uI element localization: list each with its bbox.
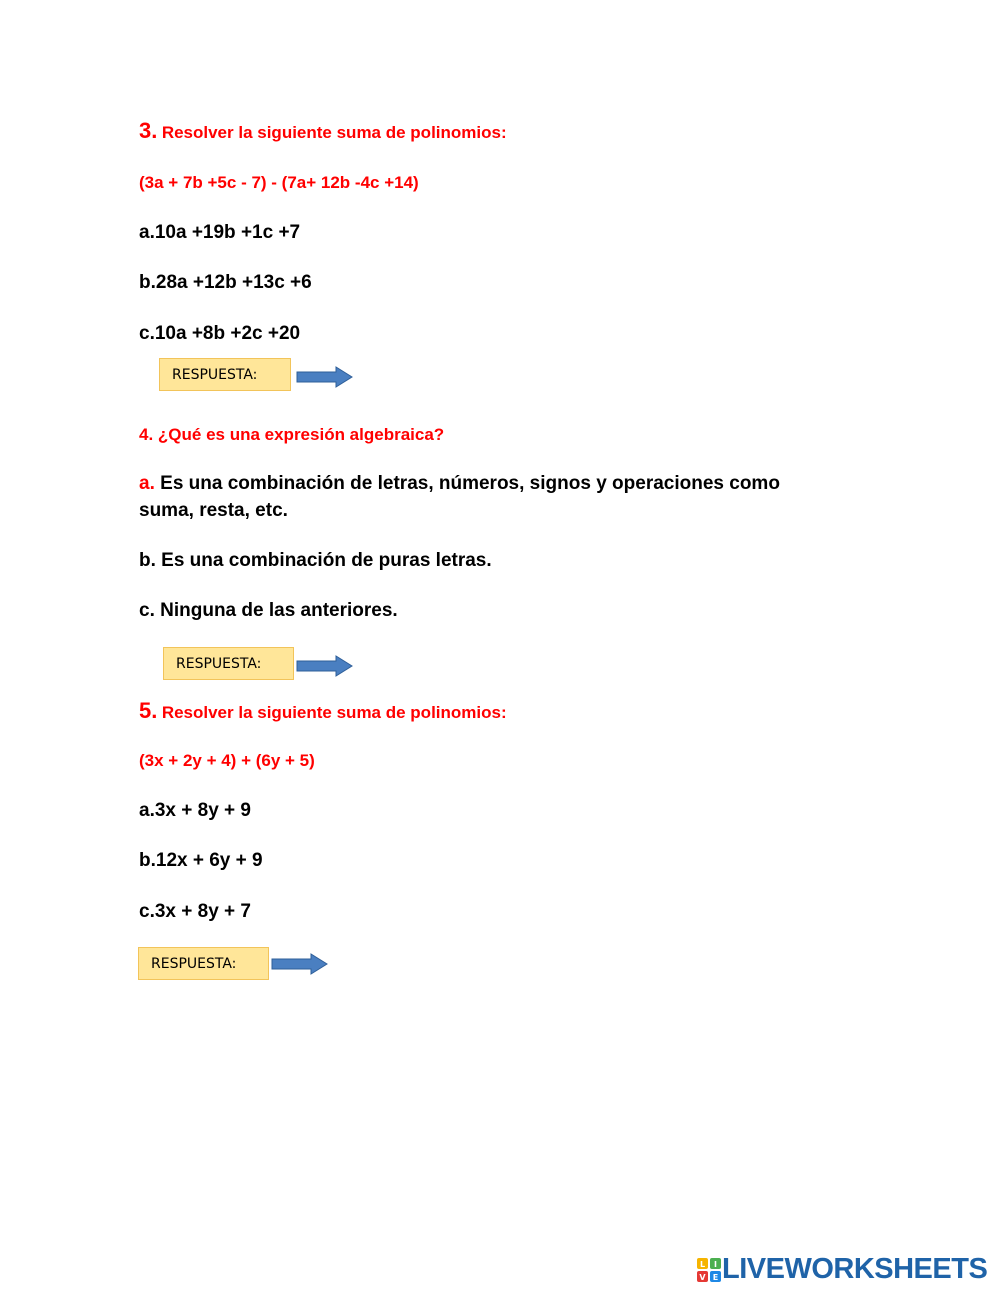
liveworksheets-logo-icon [697, 1258, 721, 1282]
q5-option-a[interactable]: a.3x + 8y + 9 [139, 800, 251, 821]
q3-expression: (3a + 7b +5c - 7) - (7a+ 12b -4c +14) [139, 173, 419, 192]
svg-text:I: I [714, 1260, 717, 1269]
q5-expression: (3x + 2y + 4) + (6y + 5) [139, 751, 315, 770]
q5-number: 5. [139, 698, 158, 723]
q4-option-a[interactable] [139, 470, 839, 524]
q5-title: Resolver la siguiente suma de polinomios: [161, 703, 507, 722]
q4-title: 4. ¿Qué es una expresión algebraica? [139, 425, 445, 444]
q3-arrow-icon [296, 366, 354, 388]
q3-answer-box[interactable]: RESPUESTA: [159, 358, 291, 391]
q5-option-c[interactable]: c.3x + 8y + 7 [139, 901, 251, 922]
q3-title: Resolver la siguiente suma de polinomios: [161, 123, 507, 142]
q3-number: 3. [139, 118, 158, 143]
q4-arrow-icon [296, 655, 354, 677]
q5-answer-box[interactable]: RESPUESTA: [138, 947, 269, 980]
svg-text:E: E [712, 1273, 719, 1282]
svg-text:L: L [699, 1260, 706, 1269]
q4-option-a-text: Es una combinación de letras, números, signos y operaciones como suma, resta, etc. [139, 473, 780, 521]
q3-option-b[interactable]: b.28a +12b +13c +6 [139, 272, 312, 293]
q5-option-b[interactable]: b.12x + 6y + 9 [139, 850, 263, 871]
q5-arrow-icon [271, 953, 329, 975]
q3-option-c[interactable]: c.10a +8b +2c +20 [139, 323, 301, 344]
q4-option-a-letter: a. [139, 473, 155, 494]
q4-answer-box[interactable]: RESPUESTA: [163, 647, 294, 680]
q4-option-b[interactable]: b. Es una combinación de puras letras. [139, 550, 492, 571]
q3-option-a[interactable]: a.10a +19b +1c +7 [139, 222, 301, 243]
q3-heading [139, 118, 507, 144]
q4-option-c[interactable]: c. Ninguna de las anteriores. [139, 600, 398, 621]
q5-heading [139, 698, 507, 724]
brand-name: LIVEWORKSHEETS [722, 1253, 988, 1285]
svg-text:V: V [699, 1273, 706, 1282]
